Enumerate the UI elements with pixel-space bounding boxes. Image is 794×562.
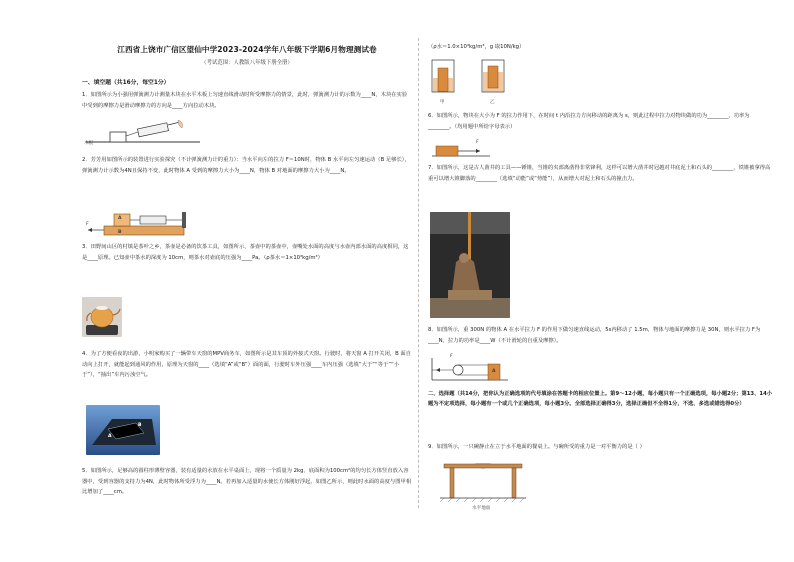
label-sunroof-a: A [108, 434, 112, 439]
label-q8-f: F [450, 354, 453, 359]
label-a: A [118, 216, 122, 221]
cuboid-yi [488, 66, 498, 88]
label-sunroof-b: B [138, 423, 142, 428]
block-b [104, 226, 184, 235]
question-8: 8．如图所示，重 300N 的物体 A 在水平拉力 F 的作用下做匀速直线运动，5s内移动了 1.5m，物体与地面的摩擦力是 30N，则水平拉力 F为____N，拉力的功率是____W（不计滑轮的自重及摩擦）。 [428, 327, 761, 344]
cuboid-jia [438, 68, 448, 92]
spring-scale [137, 123, 168, 137]
figure-q1-spring-scale [82, 120, 202, 148]
photo-well-drilling [430, 212, 510, 318]
label-yi: 乙 [490, 100, 495, 105]
label-board: 木板 [84, 141, 94, 146]
figure-q5-containers [430, 56, 510, 100]
label-force-f: F [86, 222, 89, 227]
label-q8-a: A [492, 369, 496, 374]
column-divider [418, 38, 419, 508]
question-7: 7．如图所示，这是古人凿井的工具——锤锥，当锥的夹部离凿得非常锋利，这样可以增大凿井时冠越对井底泥土和石头的________，铁锥被拿得高重可以增大锥脚落的________（选填“动能”或“势能”），从而增大对泥土和石头的撞击力。 [428, 165, 771, 182]
wall [182, 212, 186, 228]
pulley [453, 365, 463, 375]
label-horizontal-ground: 水平地面 [472, 506, 491, 511]
section-multiple-choice: 二、选择题（共14分，把你认为正确选项的代号填涂在答题卡的相应位置上。第9～12小题，每小题只有一个正确选项，每小题2分；第13、14小题为不定项选择，每小题有一个或几个正确选项，每小题3分。全部选择正确得3分，选择正确但不全得1分，不选、多选或错选得0分） [428, 391, 773, 407]
label-jia: 甲 [440, 100, 445, 105]
question-2: 2．芳芳用如图所示的装置进行实验探究（不计弹簧测力计的重力）：当水平向左的拉力 F＝10N时，物体 B 水平向左匀速运动（B 足够长），弹簧测力计示数为4N且保持不变，此时物体 A 受到的摩擦力大小为____N，物体 B 对地面的摩擦力大小为____N。 [82, 157, 410, 174]
photo-car-sunroof [86, 405, 160, 455]
question-5: 5．如图所示，足够高的圆柱形薄壁容器，装有适量的水放在水平桌面上，现将一个质量为 2kg、底面积为100cm²的均匀长方体竖直放入容器中，受到容器的支持力为4N，此时物体所受浮力为____N。若再加入适量的水使长方体刚好浮起，如图乙所示，则此时水面的高度与图甲相比增加了____cm。 [82, 468, 412, 496]
figure-q2-blocks [82, 208, 192, 238]
section-fill-blank: 一、填空题（共16分，每空1分） [82, 80, 170, 86]
block-q6 [436, 146, 458, 156]
question-6: 6．如图所示，物块在大小为 F 的拉力作用下，在时间 t 内沿拉力方向移动的距离为 s，则此过程中拉力对物块做的功为________，功率为________。（均用题中所给字母表示） [428, 113, 750, 130]
question-4: 4．为了方便看夜的出游，小明家购买了一辆带车天窗的MPV商务车，如图所示是其车顶的外接式天窗。行驶时，将天窗 A 打开关闭，B 面自动向上打开，就能起到通风的作用，原理为天窗的____（选填“A”或“B”）面的面，行驶时车外压强____车内压强（选填“大于”“等于”“小于”），“抽出”车内污浊空气。 [82, 351, 411, 379]
label-q6-f: F [476, 140, 479, 145]
question-9: 9．如图所示，一只碗静止在立于水平地面的餐桌上。与碗所受的重力是一对平衡力的是（ ） [428, 444, 645, 450]
page-title: 江西省上饶市广信区望仙中学2023-2024学年八年级下学期6月物理测试卷 [117, 45, 377, 54]
question-1: 1．如图所示为小强用弹簧测力计测量木块在水平木板上匀速直线滑动时所受摩擦力的情景，此时，弹簧测力计的示数为____N，木块在实验中受到的摩擦力是滑动摩擦力的方向是____方向拉动木块。 [82, 92, 408, 109]
table-top [444, 464, 522, 468]
figure-q6-block [432, 142, 492, 158]
wood-block [110, 132, 126, 142]
label-b: B [118, 230, 122, 235]
figure-q8-pulley [430, 356, 510, 382]
page-subtitle: （考试范围：人教版八年级下册全册） [201, 60, 293, 66]
question-3: 3．田野间山区的村镇是茶叶之乡，茶壶是必备的饮茶工具，如图所示，茶壶中的茶壶中，壶嘴处水面的高度与水壶内部水面的高度相同，这是____原理。已知壶中茶水的深度为 10cm，则茶水对壶底的压强为____Pa。（ρ茶水＝1×10³kg/m³） [82, 244, 409, 261]
spring-scale-2 [140, 216, 166, 224]
question-5-constants: （ρ水＝1.0×10³kg/m³，g 取10N/kg） [428, 44, 525, 50]
photo-teapot [82, 297, 122, 337]
figure-q9-table [438, 456, 528, 504]
hand [178, 120, 183, 128]
block-a [114, 214, 130, 226]
